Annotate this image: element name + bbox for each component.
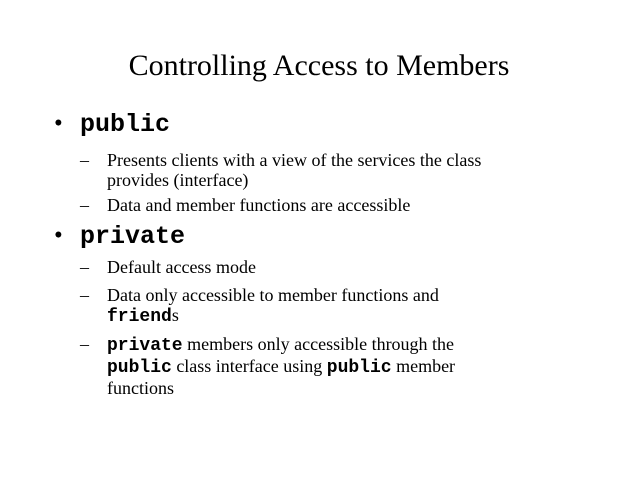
dash-icon: – [80, 150, 89, 170]
keyword-friend: friend [107, 307, 172, 327]
friend-suffix: s [171, 305, 179, 325]
private-sub-2-line-2 [107, 305, 567, 327]
keyword-private: private [80, 222, 186, 251]
private-sub-3-text-2: class interface using [171, 356, 327, 376]
dash-icon: – [80, 285, 89, 305]
bullet-private [54, 222, 185, 251]
keyword-public-inline-1: public [107, 358, 172, 378]
bullet-icon: • [54, 222, 63, 249]
public-sub-2-text: Data and member functions are accessible [107, 195, 411, 215]
slide-title: Controlling Access to Members [128, 49, 510, 82]
private-sub-3-line-3: functions [107, 378, 174, 398]
keyword-public-inline-2: public [326, 358, 392, 378]
public-sub-1-line-1: Presents clients with a view of the services the class [107, 150, 482, 170]
private-sub-3-line-1 [107, 334, 567, 356]
private-sub-1-text: Default access mode [107, 257, 256, 277]
private-sub-3-line-2 [107, 356, 567, 378]
dash-icon: – [80, 195, 89, 215]
bullet-icon: • [54, 110, 63, 137]
private-sub-3-text-3: member [391, 356, 456, 376]
private-sub-3-text-1: members only accessible through the [182, 334, 455, 354]
public-sub-1-line-2: provides (interface) [107, 170, 249, 190]
dash-icon: – [80, 257, 89, 277]
keyword-public: public [80, 110, 171, 139]
dash-icon: – [80, 334, 89, 354]
private-sub-2-line-1: Data only accessible to member functions and [107, 285, 439, 305]
bullet-public [54, 110, 170, 139]
keyword-private-inline: private [107, 336, 183, 356]
